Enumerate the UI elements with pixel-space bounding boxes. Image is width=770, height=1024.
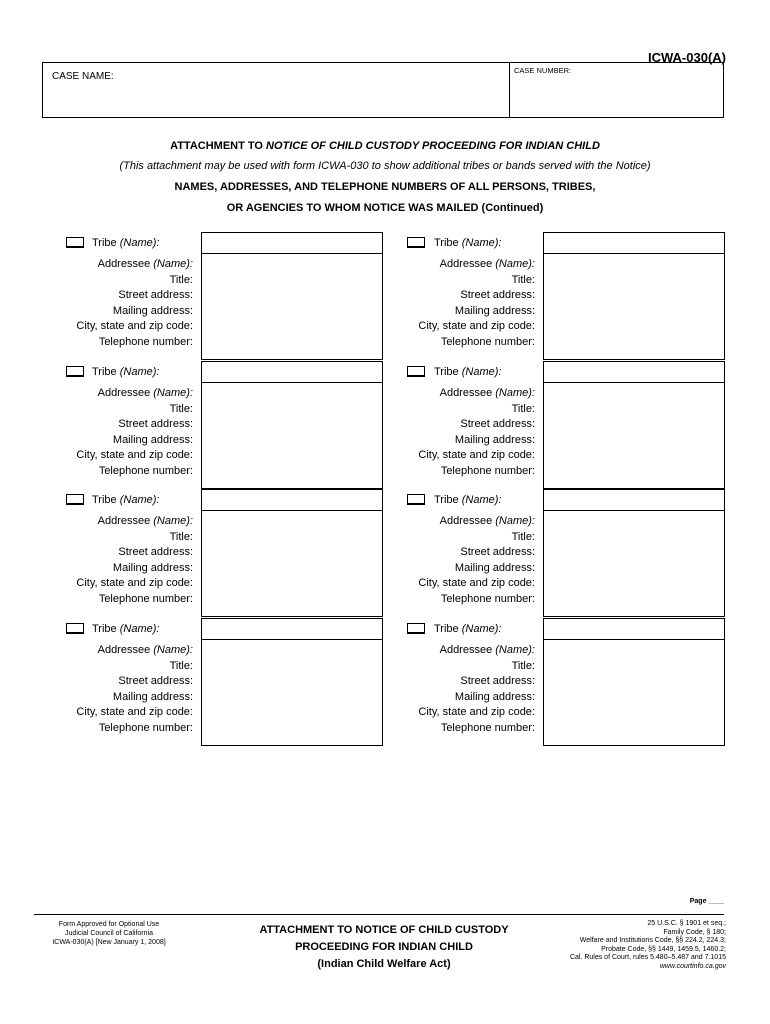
addressee-label-text: Addressee bbox=[439, 258, 496, 270]
tribe-label-text: Tribe bbox=[434, 494, 462, 506]
title-label: Title: bbox=[169, 402, 193, 415]
title-label: Title: bbox=[169, 659, 193, 672]
tribe-label bbox=[92, 623, 159, 635]
street-label: Street address: bbox=[460, 289, 535, 301]
mailing-label: Mailing address: bbox=[112, 561, 193, 574]
tribe-name-field[interactable] bbox=[543, 232, 725, 254]
phone-label: Telephone number: bbox=[440, 335, 535, 348]
tribe-label bbox=[434, 623, 501, 635]
tribe-label-italic: (Name): bbox=[461, 366, 502, 378]
tribe-label bbox=[434, 494, 501, 506]
footer-citations bbox=[506, 920, 726, 971]
addressee-label-italic: (Name): bbox=[153, 387, 193, 399]
tribe-checkbox[interactable] bbox=[66, 494, 84, 505]
footer-citation-line: Cal. Rules of Court, rules 5.480–5.487 and 7.1015 bbox=[569, 954, 726, 961]
tribe-label bbox=[434, 237, 501, 249]
street-label: Street address: bbox=[460, 418, 535, 430]
tribe-label-text: Tribe bbox=[92, 237, 120, 249]
street-label: Street address: bbox=[118, 546, 193, 558]
addressee-label bbox=[13, 257, 193, 273]
footer-title-line: PROCEEDING FOR INDIAN CHILD bbox=[295, 941, 473, 953]
footer-website[interactable]: www.courtinfo.ca.gov bbox=[659, 962, 726, 970]
addressee-label-text: Addressee bbox=[97, 258, 154, 270]
addressee-label-text: Addressee bbox=[97, 644, 154, 656]
addressee-label-italic: (Name): bbox=[153, 644, 193, 656]
addressee-label bbox=[13, 643, 193, 659]
tribe-checkbox[interactable] bbox=[66, 237, 84, 248]
footer-left bbox=[34, 920, 184, 947]
attachment-title bbox=[0, 140, 770, 152]
footer-title bbox=[234, 922, 534, 973]
title-label: Title: bbox=[511, 273, 535, 286]
city-label: City, state and zip code: bbox=[76, 320, 193, 332]
footer-citation-line: Welfare and Institutions Code, §§ 224.2, 224.3; bbox=[579, 937, 726, 944]
tribe-label-italic: (Name): bbox=[461, 237, 502, 249]
addressee-label-italic: (Name): bbox=[495, 387, 535, 399]
title-label: Title: bbox=[169, 530, 193, 543]
tribe-checkbox[interactable] bbox=[66, 623, 84, 634]
mailing-label: Mailing address: bbox=[112, 433, 193, 446]
mailing-label: Mailing address: bbox=[112, 690, 193, 703]
phone-label: Telephone number: bbox=[98, 721, 193, 734]
footer-left-line: Judicial Council of California bbox=[65, 930, 153, 937]
phone-label: Telephone number: bbox=[98, 464, 193, 477]
case-name-label: CASE NAME: bbox=[52, 71, 114, 82]
phone-label: Telephone number: bbox=[440, 592, 535, 605]
addressee-label-text: Addressee bbox=[97, 387, 154, 399]
city-label: City, state and zip code: bbox=[418, 577, 535, 589]
title-label: Title: bbox=[169, 273, 193, 286]
addressee-label-italic: (Name): bbox=[153, 515, 193, 527]
title-label: Title: bbox=[511, 659, 535, 672]
footer-title-line: ATTACHMENT TO NOTICE OF CHILD CUSTODY bbox=[259, 924, 509, 936]
tribe-label-text: Tribe bbox=[434, 366, 462, 378]
footer-citation-line: 25 U.S.C. § 1901 et seq.; bbox=[647, 920, 726, 927]
section-heading-line2: OR AGENCIES TO WHOM NOTICE WAS MAILED (Continued) bbox=[226, 202, 544, 214]
case-number-label: CASE NUMBER: bbox=[514, 66, 572, 75]
tribe-checkbox[interactable] bbox=[407, 494, 425, 505]
city-label: City, state and zip code: bbox=[76, 706, 193, 718]
case-box-divider bbox=[509, 63, 510, 117]
footer-left-line: ICWA-030(A) [New January 1, 2008] bbox=[52, 939, 166, 946]
phone-label: Telephone number: bbox=[98, 592, 193, 605]
tribe-name-field[interactable] bbox=[201, 489, 383, 511]
title-label: Title: bbox=[511, 530, 535, 543]
footer-title-line: (Indian Child Welfare Act) bbox=[317, 958, 451, 970]
tribe-label-italic: (Name): bbox=[461, 623, 502, 635]
tribe-label-italic: (Name): bbox=[119, 623, 160, 635]
addressee-details-field[interactable] bbox=[543, 253, 725, 360]
city-label: City, state and zip code: bbox=[418, 706, 535, 718]
tribe-label-italic: (Name): bbox=[119, 494, 160, 506]
tribe-label-italic: (Name): bbox=[119, 366, 160, 378]
attachment-subtitle bbox=[0, 160, 770, 172]
title-label: Title: bbox=[511, 402, 535, 415]
mailing-label: Mailing address: bbox=[112, 304, 193, 317]
tribe-label bbox=[434, 366, 501, 378]
addressee-details-field[interactable] bbox=[543, 639, 725, 746]
subtitle-italic: (This attachment may be used with form ICWA-030 to show additional tribes or bands served with the bbox=[119, 160, 616, 172]
addressee-label bbox=[13, 514, 193, 530]
tribe-label-text: Tribe bbox=[92, 623, 120, 635]
addressee-label bbox=[13, 386, 193, 402]
footer-citation-line: Probate Code, §§ 1449, 1459.5, 1460.2; bbox=[601, 945, 726, 953]
page-label: Page ____ bbox=[689, 898, 724, 905]
addressee-label-text: Addressee bbox=[97, 515, 154, 527]
phone-label: Telephone number: bbox=[98, 335, 193, 348]
addressee-label-text: Addressee bbox=[439, 515, 496, 527]
street-label: Street address: bbox=[460, 675, 535, 687]
city-label: City, state and zip code: bbox=[76, 577, 193, 589]
footer-citation-line: Family Code, § 180; bbox=[663, 928, 726, 936]
tribe-name-field[interactable] bbox=[543, 361, 725, 383]
tribe-checkbox[interactable] bbox=[66, 366, 84, 377]
form-id: ICWA-030(A) bbox=[647, 50, 726, 65]
mailing-label: Mailing address: bbox=[454, 304, 535, 317]
addressee-label-italic: (Name): bbox=[153, 258, 193, 270]
addressee-details-field[interactable] bbox=[543, 510, 725, 617]
city-label: City, state and zip code: bbox=[76, 449, 193, 461]
tribe-name-field[interactable] bbox=[543, 618, 725, 640]
addressee-label-text: Addressee bbox=[439, 644, 496, 656]
footer-left-line: Form Approved for Optional Use bbox=[58, 921, 160, 928]
addressee-label-text: Addressee bbox=[439, 387, 496, 399]
street-label: Street address: bbox=[460, 546, 535, 558]
tribe-checkbox[interactable] bbox=[407, 366, 425, 377]
tribe-label-text: Tribe bbox=[434, 623, 462, 635]
title-prefix: ATTACHMENT TO bbox=[170, 140, 267, 152]
addressee-label bbox=[355, 386, 535, 402]
addressee-label-italic: (Name): bbox=[495, 515, 535, 527]
mailing-label: Mailing address: bbox=[454, 690, 535, 703]
tribe-name-field[interactable] bbox=[201, 361, 383, 383]
tribe-label-text: Tribe bbox=[92, 366, 120, 378]
tribe-name-field[interactable] bbox=[543, 489, 725, 511]
tribe-label-italic: (Name): bbox=[119, 237, 160, 249]
addressee-details-field[interactable] bbox=[543, 382, 725, 489]
street-label: Street address: bbox=[118, 418, 193, 430]
subtitle-normal: Notice) bbox=[615, 160, 651, 172]
mailing-label: Mailing address: bbox=[454, 561, 535, 574]
tribe-name-field[interactable] bbox=[201, 618, 383, 640]
tribe-label-italic: (Name): bbox=[461, 494, 502, 506]
tribe-checkbox[interactable] bbox=[407, 623, 425, 634]
street-label: Street address: bbox=[118, 675, 193, 687]
tribe-label bbox=[92, 237, 159, 249]
addressee-label-italic: (Name): bbox=[495, 258, 535, 270]
addressee-label bbox=[355, 514, 535, 530]
addressee-label bbox=[355, 643, 535, 659]
phone-label: Telephone number: bbox=[440, 464, 535, 477]
street-label: Street address: bbox=[118, 289, 193, 301]
addressee-label bbox=[355, 257, 535, 273]
addressee-label-italic: (Name): bbox=[495, 644, 535, 656]
section-heading-line1: NAMES, ADDRESSES, AND TELEPHONE NUMBERS OF ALL PERSONS, TRIBES, bbox=[174, 181, 596, 193]
city-label: City, state and zip code: bbox=[418, 320, 535, 332]
footer-rule bbox=[34, 914, 724, 915]
tribe-label-text: Tribe bbox=[434, 237, 462, 249]
tribe-name-field[interactable] bbox=[201, 232, 383, 254]
tribe-label-text: Tribe bbox=[92, 494, 120, 506]
case-box bbox=[42, 62, 724, 118]
title-italic: NOTICE OF CHILD CUSTODY PROCEEDING FOR INDIAN CHILD bbox=[266, 140, 600, 152]
tribe-label bbox=[92, 494, 159, 506]
tribe-checkbox[interactable] bbox=[407, 237, 425, 248]
city-label: City, state and zip code: bbox=[418, 449, 535, 461]
phone-label: Telephone number: bbox=[440, 721, 535, 734]
tribe-label bbox=[92, 366, 159, 378]
mailing-label: Mailing address: bbox=[454, 433, 535, 446]
